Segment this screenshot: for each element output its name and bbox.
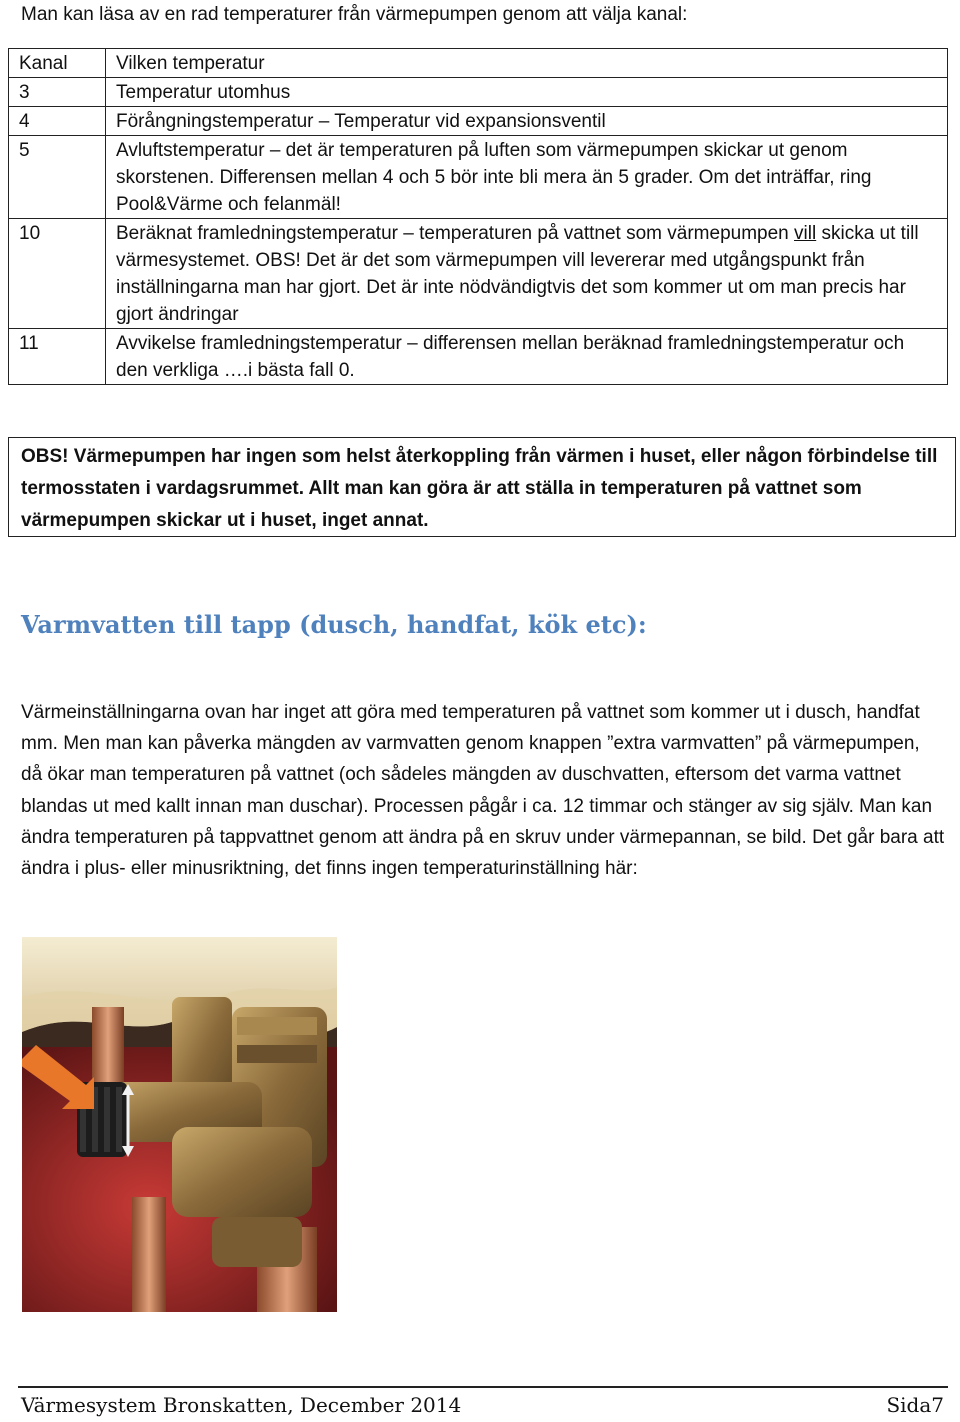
channel-table xyxy=(8,48,948,385)
obs-notice-box: OBS! Värmepumpen har ingen som helst återkoppling från värmen i huset, eller någon förbindelse till termosstaten i vardagsrummet. Allt man kan göra är att ställa in temperaturen på vattnet som värmepumpen skickar ut i huset, inget annat. xyxy=(8,437,956,537)
table-row xyxy=(9,107,948,136)
kanal-cell: 5 xyxy=(9,136,106,219)
body-paragraph: Värmeinställningarna ovan har inget att göra med temperaturen på vattnet som kommer ut i dusch, handfat mm. Men man kan påverka mängden av varmvatten genom knappen ”extra varmvatten” på värmepumpen, då ökar man temperaturen på vattnet (och sådeles mängden av duschvatten, eftersom det varma vattnet blandas ut med kallt innan man duschar). Processen pågår i ca. 12 timmar och stänger av sig själv. Man kan ändra temperaturen på tappvattnet genom att ändra på en skruv under värmepannan, se bild. Det går bara att ändra i plus- eller minusriktning, det finns ingen temperaturinställning här: xyxy=(21,702,945,880)
table-row xyxy=(9,219,948,329)
header-desc: Vilken temperatur xyxy=(106,49,948,78)
desc-cell: Temperatur utomhus xyxy=(106,78,948,107)
header-kanal: Kanal xyxy=(9,49,106,78)
table-row xyxy=(9,78,948,107)
intro-text: Man kan läsa av en rad temperaturer från värmepumpen genom att välja kanal: xyxy=(21,4,688,25)
section-heading: Varmvatten till tapp (dusch, handfat, kök etc): xyxy=(21,610,647,639)
footer-title: Värmesystem Bronskatten, December 2014 xyxy=(21,1393,462,1417)
heat-pump-valve-photo xyxy=(22,937,337,1312)
underlined-word: vill xyxy=(794,223,817,244)
desc-cell: Avvikelse framledningstemperatur – differensen mellan beräknad framledningstemperatur och den verkliga ….i bästa fall 0. xyxy=(106,329,948,385)
desc-part: Beräknat framledningstemperatur – temperaturen på vattnet som värmepumpen xyxy=(116,223,789,244)
desc-cell xyxy=(106,219,948,329)
page-number: Sida7 xyxy=(886,1393,944,1417)
kanal-cell: 4 xyxy=(9,107,106,136)
desc-cell: Avluftstemperatur – det är temperaturen på luften som värmepumpen skickar ut genom skorstenen. Differensen mellan 4 och 5 bör inte bli mera än 5 grader. Om det inträffar, ring Pool&Värme och felanmäl! xyxy=(106,136,948,219)
footer-rule xyxy=(18,1386,948,1388)
table-row xyxy=(9,329,948,385)
kanal-cell: 11 xyxy=(9,329,106,385)
table-header-row xyxy=(9,49,948,78)
kanal-cell: 3 xyxy=(9,78,106,107)
table-row xyxy=(9,136,948,219)
desc-part: skicka ut till värmesystemet. OBS! Det är det som värmepumpen vill levererar med utgångspunkt från inställningarna man har gjort. Det är inte nödvändigtvis det som kommer ut om man precis har gjort ändringar xyxy=(116,223,919,325)
desc-cell: Förångningstemperatur – Temperatur vid expansionsventil xyxy=(106,107,948,136)
kanal-cell: 10 xyxy=(9,219,106,329)
